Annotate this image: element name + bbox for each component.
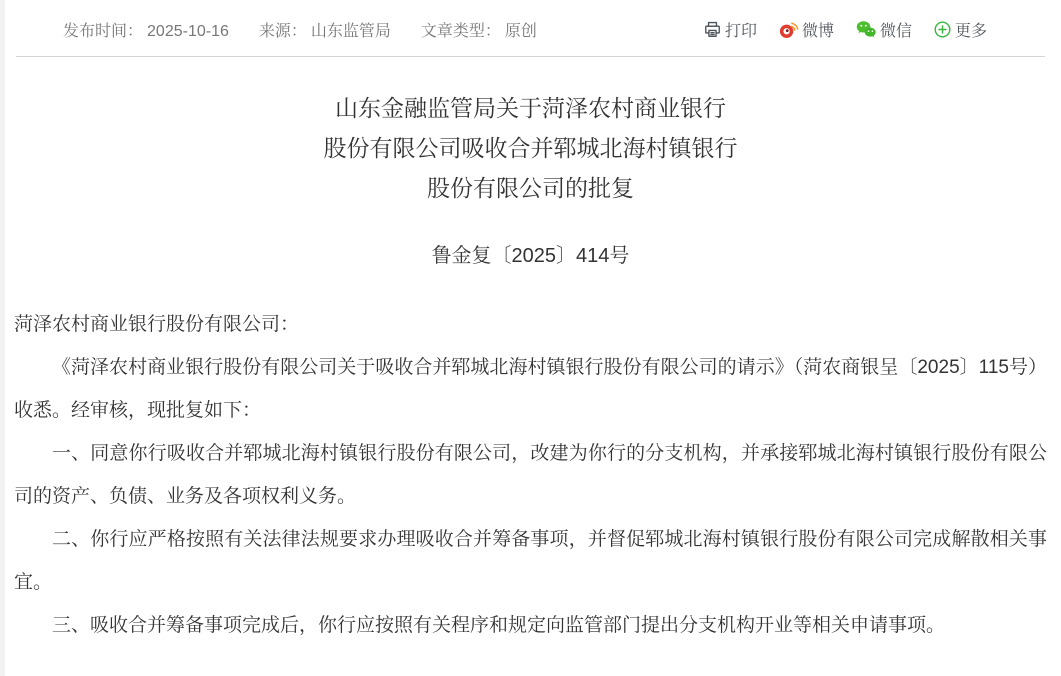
body-paragraph: 一、同意你行吸收合并郓城北海村镇银行股份有限公司，改建为你行的分支机构，并承接郓城北海村镇银行股份有限公司的资产、负债、业务及各项权利义务。 bbox=[14, 443, 1047, 507]
print-button[interactable] bbox=[703, 18, 757, 41]
publish-date bbox=[63, 18, 229, 41]
title-line-3: 股份有限公司的批复 bbox=[427, 175, 634, 201]
more-share-button[interactable] bbox=[933, 18, 987, 41]
source-label: 来源： bbox=[258, 23, 307, 40]
wechat-icon bbox=[855, 19, 877, 40]
meta-bar bbox=[0, 0, 1061, 56]
source bbox=[259, 18, 391, 41]
page-left-margin-strip bbox=[0, 0, 5, 676]
body-paragraph: 《菏泽农村商业银行股份有限公司关于吸收合并郓城北海村镇银行股份有限公司的请示》（菏农商银呈〔2025〕115号）收悉。经审核，现批复如下： bbox=[14, 357, 1047, 421]
article-type-label: 文章类型： bbox=[420, 23, 501, 40]
document-number: 鲁金复〔2025〕414号 bbox=[431, 245, 630, 267]
body-paragraph-addressee: 菏泽农村商业银行股份有限公司： bbox=[14, 314, 300, 335]
body-paragraph: 三、吸收合并筹备事项完成后，你行应按照有关程序和规定向监管部门提出分支机构开业等相关申请事项。 bbox=[52, 615, 946, 636]
weibo-label: 微博 bbox=[801, 23, 834, 40]
share-wechat-button[interactable] bbox=[855, 18, 912, 41]
meta-divider bbox=[16, 56, 1045, 57]
source-value: 山东监管局 bbox=[310, 23, 391, 40]
meta-info bbox=[63, 18, 537, 41]
more-label: 更多 bbox=[954, 23, 987, 40]
print-label: 打印 bbox=[724, 23, 757, 40]
title-line-2: 股份有限公司吸收合并郓城北海村镇银行 bbox=[323, 135, 738, 161]
article-type bbox=[421, 18, 537, 41]
title-line-1: 山东金融监管局关于菏泽农村商业银行 bbox=[335, 95, 726, 121]
weibo-icon bbox=[778, 19, 799, 40]
plus-circle-icon bbox=[933, 20, 952, 39]
article-type-value: 原创 bbox=[504, 23, 537, 40]
publish-date-label: 发布时间： bbox=[63, 23, 144, 40]
printer-icon bbox=[703, 20, 722, 39]
share-weibo-button[interactable] bbox=[778, 18, 834, 41]
publish-date-value: 2025-10-16 bbox=[147, 23, 229, 40]
page-title bbox=[0, 88, 1061, 208]
share-actions bbox=[703, 18, 987, 41]
article-body bbox=[14, 303, 1047, 647]
body-paragraph: 二、你行应严格按照有关法律法规要求办理吸收合并筹备事项，并督促郓城北海村镇银行股份有限公司完成解散相关事宜。 bbox=[14, 529, 1047, 593]
wechat-label: 微信 bbox=[879, 23, 912, 40]
